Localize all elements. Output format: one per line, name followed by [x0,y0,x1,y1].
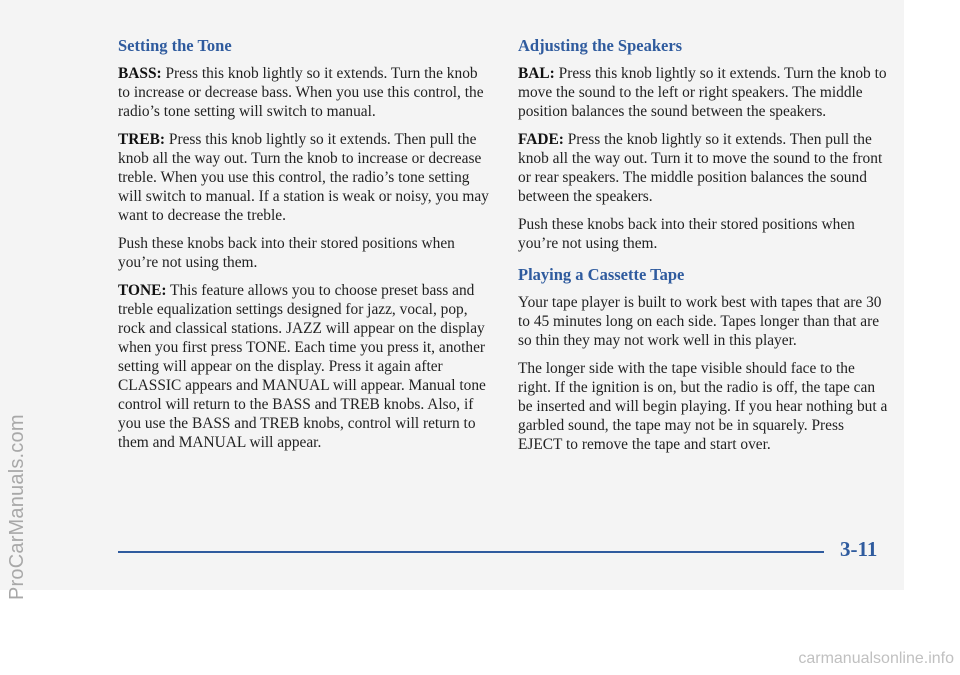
heading-setting-tone: Setting the Tone [118,36,232,55]
heading-adjusting-speakers: Adjusting the Speakers [518,36,683,55]
paragraph-bal [518,64,890,121]
term-bal: BAL: [518,65,555,82]
term-fade: FADE: [518,131,564,148]
text-bal: Press this knob lightly so it extends. Turn the knob to move the sound to the left or right speakers. The middle position balances the sound between the speakers. [518,65,887,120]
term-tone: TONE: [118,282,167,299]
text-tape-insert: The longer side with the tape visible should face to the right. If the ignition is on, but the radio is off, the tape can be inserted and will begin playing. If you hear nothing but a garbled sound, the tape may not be in squarely. Press EJECT to remove the tape and start over. [518,360,888,453]
text-bass: Press this knob lightly so it extends. Turn the knob to increase or decrease bass. When you use this control, the radio’s tone setting will switch to manual. [118,65,484,120]
text-tone: This feature allows you to choose preset bass and treble equalization settings designed for jazz, vocal, pop, rock and classical stations. JAZZ will appear on the display when you first press TONE. Each time you press it, another setting will appear on the display. Press it again after CLASSIC appears and MANUAL will appear. Manual tone control will return to the BASS and TREB knobs. Also, if you use the BASS and TREB knobs, control will return to them and MANUAL will appear. [118,282,486,451]
heading-cassette: Playing a Cassette Tape [518,265,685,284]
term-treb: TREB: [118,131,166,148]
text-fade: Press the knob lightly so it extends. Then pull the knob all the way out. Turn it to move the sound to the front or rear speakers. The middle position balances the sound between the speakers. [518,131,883,205]
paragraph-fade [518,130,890,206]
left-column [118,36,490,461]
side-watermark: ProCarManuals.com [6,414,28,600]
text-push-knobs-2: Push these knobs back into their stored positions when you’re not using them. [518,216,855,252]
paragraph-tape-insert [518,359,890,454]
page-number: 3-11 [840,537,878,561]
paragraph-push-knobs-2 [518,215,890,253]
footer-rule [118,551,824,553]
right-column [518,36,890,463]
paragraph-tone [118,281,490,452]
paragraph-tape-length [518,293,890,350]
text-push-knobs: Push these knobs back into their stored positions when you’re not using them. [118,235,455,271]
text-treb: Press this knob lightly so it extends. Then pull the knob all the way out. Turn the knob to increase or decrease treble. When you use this control, the radio’s tone setting will switch to manual. If a station is weak or noisy, you may want to decrease the treble. [118,131,489,224]
paragraph-push-knobs [118,234,490,272]
paragraph-bass [118,64,490,121]
text-tape-length: Your tape player is built to work best with tapes that are 30 to 45 minutes long on each side. Tapes longer than that are so thin they may not work well in this player. [518,294,882,349]
term-bass: BASS: [118,65,162,82]
footer-watermark: carmanualsonline.info [798,650,954,667]
paragraph-treb [118,130,490,225]
